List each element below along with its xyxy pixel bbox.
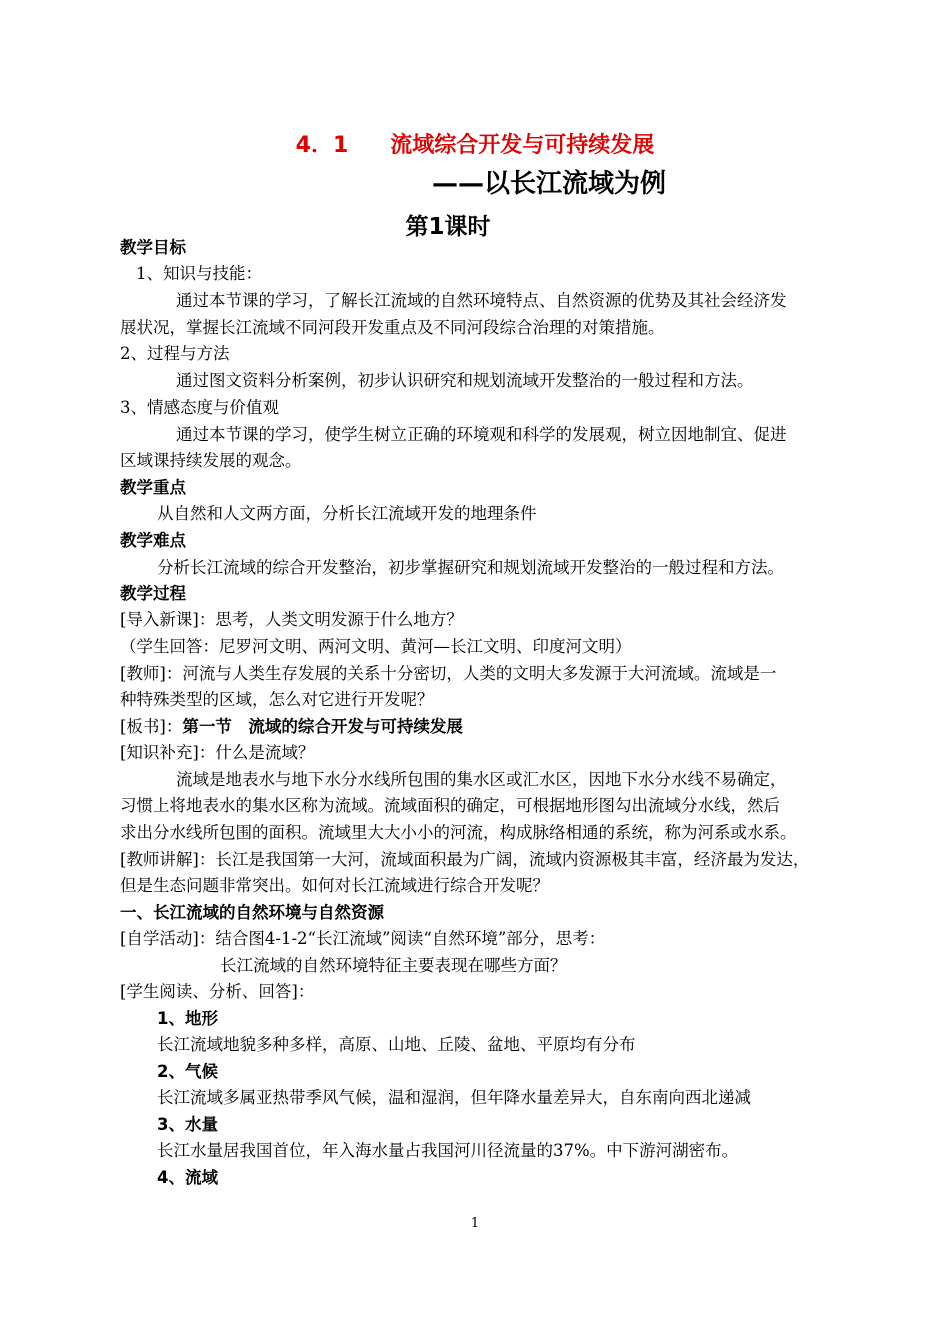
- lesson-subtitle: ——以长江流域为例: [432, 169, 667, 199]
- explain-line-2: 但是生态问题非常突出。如何对长江流域进行综合开发呢？: [120, 876, 549, 895]
- item-heading-water: 3、水量: [157, 1115, 218, 1134]
- page-number: 1: [470, 1216, 480, 1231]
- board-text: 第一节 流域的综合开发与可持续发展: [182, 717, 463, 736]
- teacher-line-2: 种特殊类型的区域，怎么对它进行开发呢？: [120, 690, 434, 709]
- teacher-line-1: [教师]：河流与人类生存发展的关系十分密切，人类的文明大多发源于大河流域。流域是一: [120, 664, 777, 683]
- student-answer-line: （学生回答：尼罗河文明、两河文明、黄河—长江文明、印度河文明）: [120, 637, 632, 656]
- focus-text: 从自然和人文两方面，分析长江流域开发的地理条件: [157, 504, 537, 523]
- item-heading-terrain: 1、地形: [157, 1009, 218, 1028]
- self-study-line: [自学活动]：结合图4-1-2“长江流域”阅读“自然环境”部分，思考：: [120, 929, 606, 948]
- supplement-line: [知识补充]：什么是流域？: [120, 743, 315, 762]
- definition-line-1: 流域是地表水与地下水分水线所包围的集水区或汇水区，因地下水分水线不易确定，: [176, 770, 787, 789]
- section-title: 流域综合开发与可持续发展: [390, 133, 655, 158]
- item-text-climate: 长江流域多属亚热带季风气候，温和湿润，但年降水量差异大，自东南向西北递减: [157, 1088, 751, 1107]
- explain-line-1: [教师讲解]：长江是我国第一大河，流域面积最为广阔，流域内资源极其丰富，经济最为发达，: [120, 850, 810, 869]
- section-one-heading: 一、长江流域的自然环境与自然资源: [120, 903, 384, 922]
- item-text-terrain: 长江流域地貌多种多样，高原、山地、丘陵、盆地、平原均有分布: [157, 1035, 636, 1054]
- item-heading-climate: 2、气候: [157, 1062, 218, 1081]
- focus-heading: 教学重点: [120, 478, 186, 497]
- board-line: [120, 715, 463, 739]
- definition-line-3: 求出分水线所包围的面积。流域里大大小小的河流，构成脉络相通的系统，称为河系或水系。: [120, 823, 797, 842]
- attitude-text-2: 区域课持续发展的观念。: [120, 451, 302, 470]
- section-number: 4．1: [295, 133, 349, 158]
- objectives-heading: 教学目标: [120, 238, 186, 257]
- attitude-heading: 3、情感态度与价值观: [120, 398, 279, 417]
- process-heading: 教学过程: [120, 584, 186, 603]
- knowledge-heading: 1、知识与技能：: [136, 264, 262, 283]
- item-heading-basin: 4、流域: [157, 1168, 218, 1187]
- process-method-text: 通过图文资料分析案例，初步认识研究和规划流域开发整治的一般过程和方法。: [176, 371, 754, 390]
- attitude-text-1: 通过本节课的学习，使学生树立正确的环境观和科学的发展观，树立因地制宜、促进: [176, 425, 787, 444]
- lesson-title: [0, 128, 950, 159]
- difficulty-heading: 教学难点: [120, 531, 186, 550]
- knowledge-text-1: 通过本节课的学习，了解长江流域的自然环境特点、自然资源的优势及其社会经济发: [176, 291, 787, 310]
- difficulty-text: 分析长江流域的综合开发整治，初步掌握研究和规划流域开发整治的一般过程和方法。: [157, 558, 784, 577]
- lesson-period: 第1课时: [405, 214, 491, 240]
- board-prefix: [板书]：: [120, 717, 183, 736]
- item-text-water: 长江水量居我国首位，年入海水量占我国河川径流量的37%。中下游河湖密布。: [157, 1141, 739, 1160]
- students-line: [学生阅读、分析、回答]：: [120, 982, 315, 1001]
- definition-line-2: 习惯上将地表水的集水区称为流域。流域面积的确定，可根据地形图勾出流域分水线，然后: [120, 796, 780, 815]
- knowledge-text-2: 展状况，掌握长江流域不同河段开发重点及不同河段综合治理的对策措施。: [120, 318, 665, 337]
- question-line: 长江流域的自然环境特征主要表现在哪些方面？: [220, 956, 567, 975]
- process-method-heading: 2、过程与方法: [120, 344, 230, 363]
- intro-line: [导入新课]：思考，人类文明发源于什么地方？: [120, 610, 463, 629]
